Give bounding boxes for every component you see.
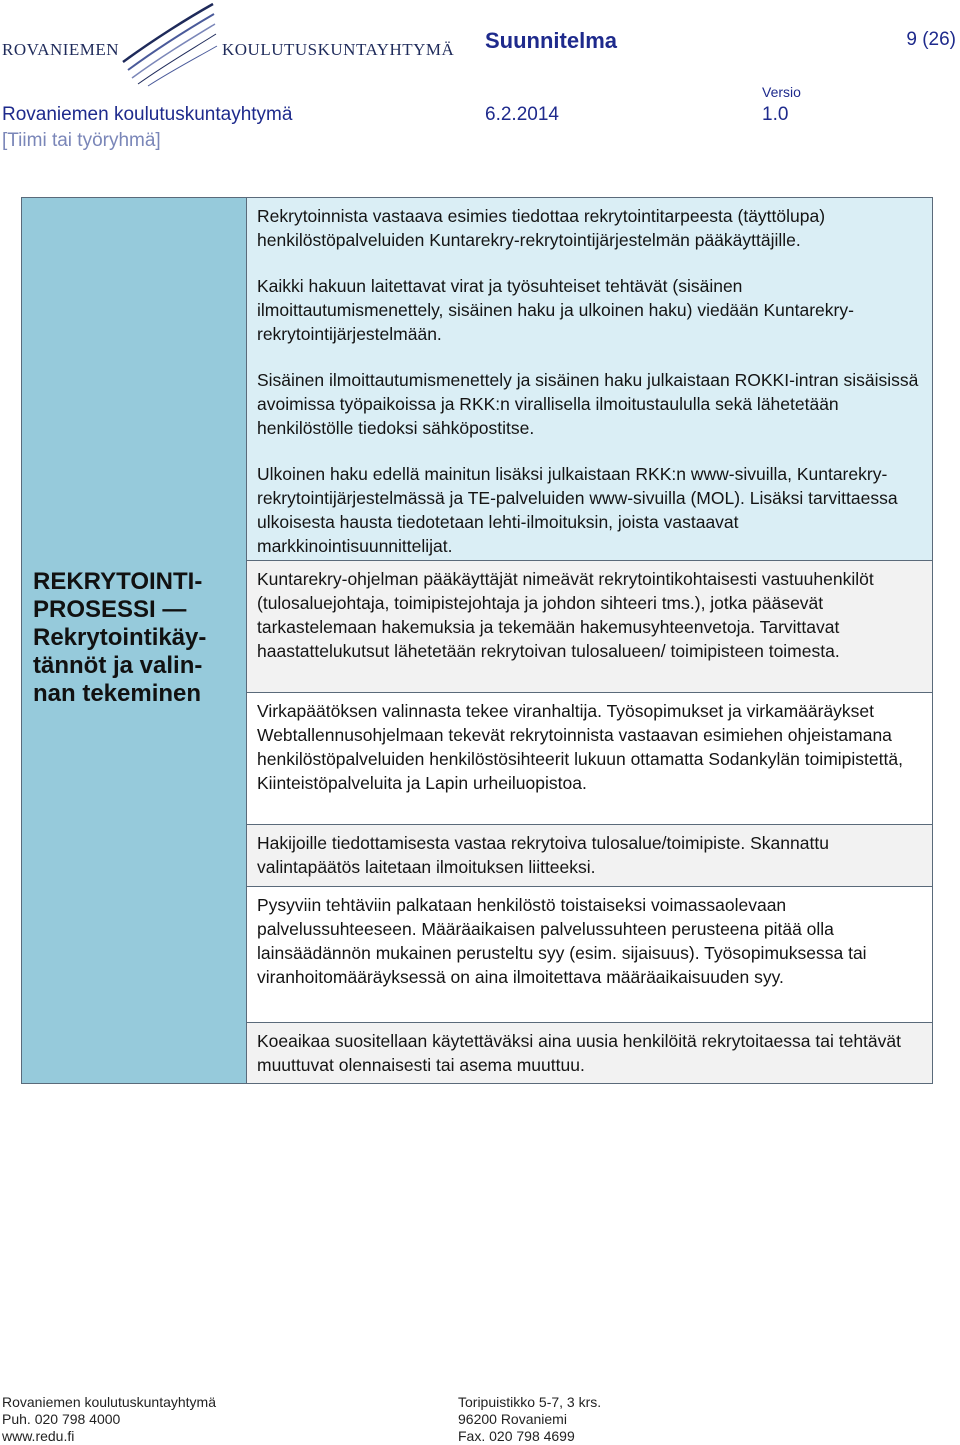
process-steps (247, 198, 932, 1083)
process-title-line: REKRYTOINTI- (33, 568, 203, 595)
logo-swoosh-icon (118, 0, 218, 92)
page-number: 9 (26) (906, 29, 956, 50)
logo-right-text: KOULUTUSKUNTAYHTYMÄ (222, 40, 455, 59)
step-paragraph: Virkapäätöksen valinnasta tekee viranhaltija. Työsopimukset ja virkamääräykset Webtallennusohjelmaan tekevät rekrytoinnista vastaavan esimiehen ohjeistamana henkilöstöpalveluiden henkilöstösihteerit lukuun ottamatta Sodankylän toimipistettä, Kiinteistöpalveluita ja Lapin urheiluopistoa. (257, 701, 903, 794)
organization-logo (0, 0, 455, 92)
step-row-employment-type (247, 887, 932, 1023)
footer-phone: Puh. 020 798 4000 (2, 1411, 121, 1427)
document-date: 6.2.2014 (485, 104, 559, 125)
footer-website: www.redu.fi (2, 1428, 75, 1444)
footer-contact (2, 1394, 216, 1445)
team-placeholder: [Tiimi tai työryhmä] (2, 130, 161, 151)
process-title-cell (22, 198, 247, 1083)
step-row-probation (247, 1023, 932, 1083)
footer-organization: Rovaniemen koulutuskuntayhtymä (2, 1394, 217, 1410)
step-row-responsibles (247, 561, 932, 693)
version-number: 1.0 (762, 104, 789, 125)
header-organization: Rovaniemen koulutuskuntayhtymä (2, 104, 293, 125)
process-title (33, 568, 206, 708)
step-paragraph: Kuntarekry-ohjelman pääkäyttäjät nimeävät rekrytointikohtaisesti vastuuhenkilöt (tulosaluejohtaja, toimipistejohtaja ja johdon sihteeri tms.), jotka pääsevät tarkastelemaan hakemuksia ja tekemään hakemusyhteenvetoja. Tarvittavat haastattelukutsut lähetetään rekrytoivan tulosalueen/ toimipisteen toimesta. (257, 569, 874, 661)
step-paragraph: Kaikki hakuun laitettavat virat ja työsuhteiset tehtävät (sisäinen ilmoittautumismenettely, sisäinen haku ja ulkoinen haku) viedään Kuntarekry-rekrytointijärjestelmään. (257, 276, 854, 344)
step-paragraph: Rekrytoinnista vastaava esimies tiedottaa rekrytointitarpeesta (täyttölupa) henkilöstöpalveluiden Kuntarekry-rekrytointijärjestelmän pääkäyttäjille. (257, 206, 826, 250)
process-title-line: tännöt ja valin- (33, 652, 203, 679)
step-row-notification (247, 825, 932, 887)
process-title-line: PROSESSI — (33, 596, 187, 623)
step-paragraph: Sisäinen ilmoittautumismenettely ja sisäinen haku julkaistaan ROKKI-intran sisäisissä avoimissa työpaikoissa ja RKK:n virallisella ilmoitustaululla sekä lähetetään henkilöstölle tiedoksi sähköpostitse. (257, 370, 919, 438)
footer-street: Toripuistikko 5-7, 3 krs. (458, 1394, 602, 1410)
step-paragraph: Ulkoinen haku edellä mainitun lisäksi julkaistaan RKK:n www-sivuilla, Kuntarekry-rekrytointijärjestelmässä ja TE-palveluiden www-sivuilla (MOL). Lisäksi tarvittaessa ulkoisesta hausta tiedotetaan lehti-ilmoituksin, joista vastaavat markkinointisuunnittelijat. (257, 464, 898, 556)
step-row-decision (247, 693, 932, 824)
process-table (21, 197, 933, 1084)
logo-left-text: ROVANIEMEN (2, 40, 120, 59)
footer-address (458, 1394, 601, 1445)
step-paragraph: Koeaikaa suositellaan käytettäväksi aina uusia henkilöitä rekrytoitaessa tai tehtävät muuttuvat olennaisesti tai asema muuttuu. (257, 1031, 901, 1075)
process-title-line: Rekrytointikäy- (33, 624, 207, 651)
step-paragraph: Hakijoille tiedottamisesta vastaa rekrytoiva tulosalue/toimipiste. Skannattu valintapäätös laitetaan ilmoituksen liitteeksi. (257, 832, 829, 877)
process-title-line: nan tekeminen (33, 680, 202, 707)
footer-city: 96200 Rovaniemi (458, 1411, 567, 1427)
step-paragraph: Pysyviin tehtäviin palkataan henkilöstö toistaiseksi voimassaolevaan palvelussuhteeseen. Määräaikaisen palvelussuhteen perusteena pitää olla lainsäädännön mukainen perusteltu syy (esim. sijaisuus). Työsopimuksessa tai viranhoitomääräyksessä on aina ilmoitettava määräaikaisuuden syy. (257, 894, 867, 987)
version-label: Versio (762, 84, 801, 100)
document-title: Suunnitelma (485, 28, 618, 53)
step-row-announcement (247, 198, 932, 561)
footer-fax: Fax. 020 798 4699 (458, 1428, 575, 1444)
